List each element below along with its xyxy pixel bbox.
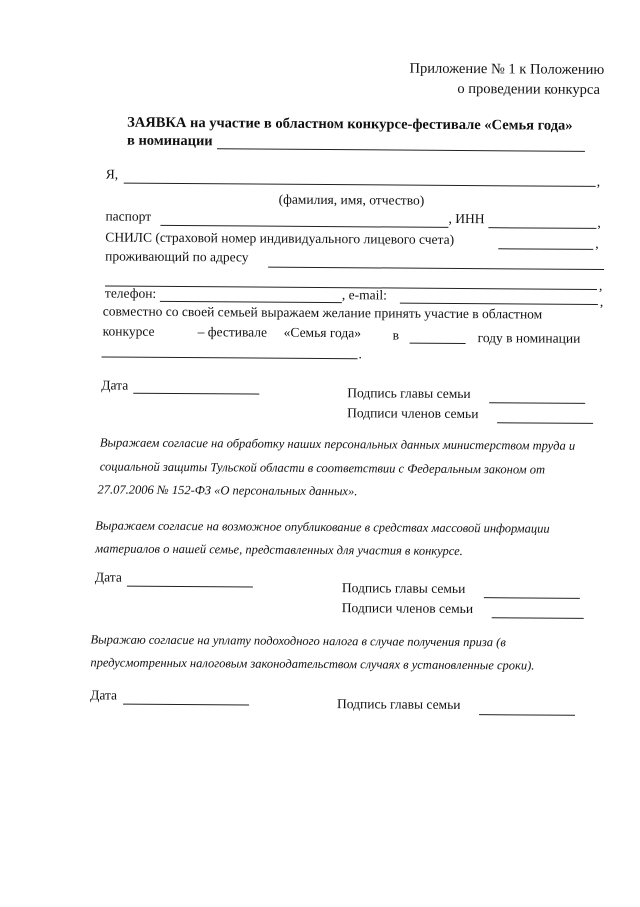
consent-2-line-1: Выражаем согласие на возможное опубликование в средствах массовой информации — [95, 518, 550, 536]
members-signature-label-2: Подписи членов семьи — [341, 600, 474, 617]
email-label: , e-mail: — [341, 287, 387, 303]
inn-comma: , — [597, 214, 601, 230]
email-field[interactable] — [400, 303, 598, 305]
form-title: ЗАЯВКА на участие в областном конкурсе-фестивале «Семья года» — [127, 114, 573, 134]
desire-word-2: – фестивале — [197, 324, 268, 340]
desire-word-5: году в номинации — [477, 330, 581, 346]
year-field[interactable] — [410, 343, 466, 344]
date-label-1: Дата — [101, 377, 129, 393]
members-signature-field-1[interactable] — [497, 422, 593, 424]
annex-line-1: Приложение № 1 к Положению — [409, 60, 605, 78]
snils-label: СНИЛС (страховой номер индивидуального лицевого счета) — [105, 229, 455, 247]
desire-word-3: «Семья года» — [283, 324, 362, 341]
nomination-label: в номинации — [126, 132, 213, 150]
inn-field[interactable] — [488, 227, 596, 229]
consent-3-line-1: Выражаю согласие на уплату подоходного налога в случае получения приза (в — [90, 632, 506, 650]
consent-1-line-3: 27.07.2006 № 152-ФЗ «О персональных данных». — [97, 482, 358, 499]
phone-field[interactable] — [160, 301, 342, 303]
members-signature-field-2[interactable] — [492, 617, 584, 619]
fio-comma: , — [596, 173, 601, 189]
head-signature-field-3[interactable] — [479, 714, 575, 716]
date-label-3: Дата — [90, 687, 118, 703]
consent-1-line-2: социальной защиты Тульской области в соответствии с Федеральным законом от — [99, 459, 546, 477]
nomination-field-2[interactable] — [101, 356, 357, 359]
consent-1-line-1: Выражаем согласие на обработку наших персональных данных министерством труда и — [99, 435, 576, 453]
passport-label: паспорт — [105, 208, 152, 224]
fio-hint: (фамилия, имя, отчество) — [278, 191, 425, 208]
address-comma: , — [598, 277, 603, 293]
email-comma: , — [599, 293, 604, 309]
passport-field[interactable] — [160, 225, 448, 228]
date-field-1[interactable] — [133, 393, 259, 395]
consent-2-line-2: материалов о нашей семье, представленных для участия в конкурсе. — [95, 541, 463, 559]
members-signature-label-1: Подписи членов семьи — [347, 405, 479, 422]
annex-line-2: о проведении конкурса — [457, 80, 601, 98]
head-signature-label-1: Подпись главы семьи — [347, 385, 471, 402]
nomination-field[interactable] — [217, 148, 585, 152]
address-label: проживающий по адресу — [105, 248, 249, 265]
date-field-3[interactable] — [123, 704, 249, 706]
inn-label: , ИНН — [448, 210, 485, 227]
fio-field[interactable] — [124, 183, 596, 187]
desire-dot: . — [358, 346, 362, 362]
snils-field[interactable] — [498, 248, 593, 250]
desire-word-4: в — [392, 327, 400, 343]
head-signature-field-2[interactable] — [484, 597, 580, 599]
phone-label: телефон: — [104, 285, 157, 301]
snils-comma: , — [595, 235, 599, 251]
head-signature-field-1[interactable] — [489, 402, 585, 404]
head-signature-label-3: Подпись главы семьи — [337, 696, 461, 712]
desire-line-1: совместно со своей семьей выражаем желание принять участие в областном — [102, 303, 543, 322]
ya-label: Я, — [105, 166, 119, 182]
address-field-1[interactable] — [268, 267, 604, 270]
date-field-2[interactable] — [127, 586, 253, 588]
desire-word-1: конкурсе — [102, 323, 155, 339]
date-label-2: Дата — [94, 569, 122, 585]
consent-3-line-2: предусмотренных налоговым законодательством случаях в установленные сроки). — [90, 655, 535, 673]
head-signature-label-2: Подпись главы семьи — [341, 580, 466, 597]
